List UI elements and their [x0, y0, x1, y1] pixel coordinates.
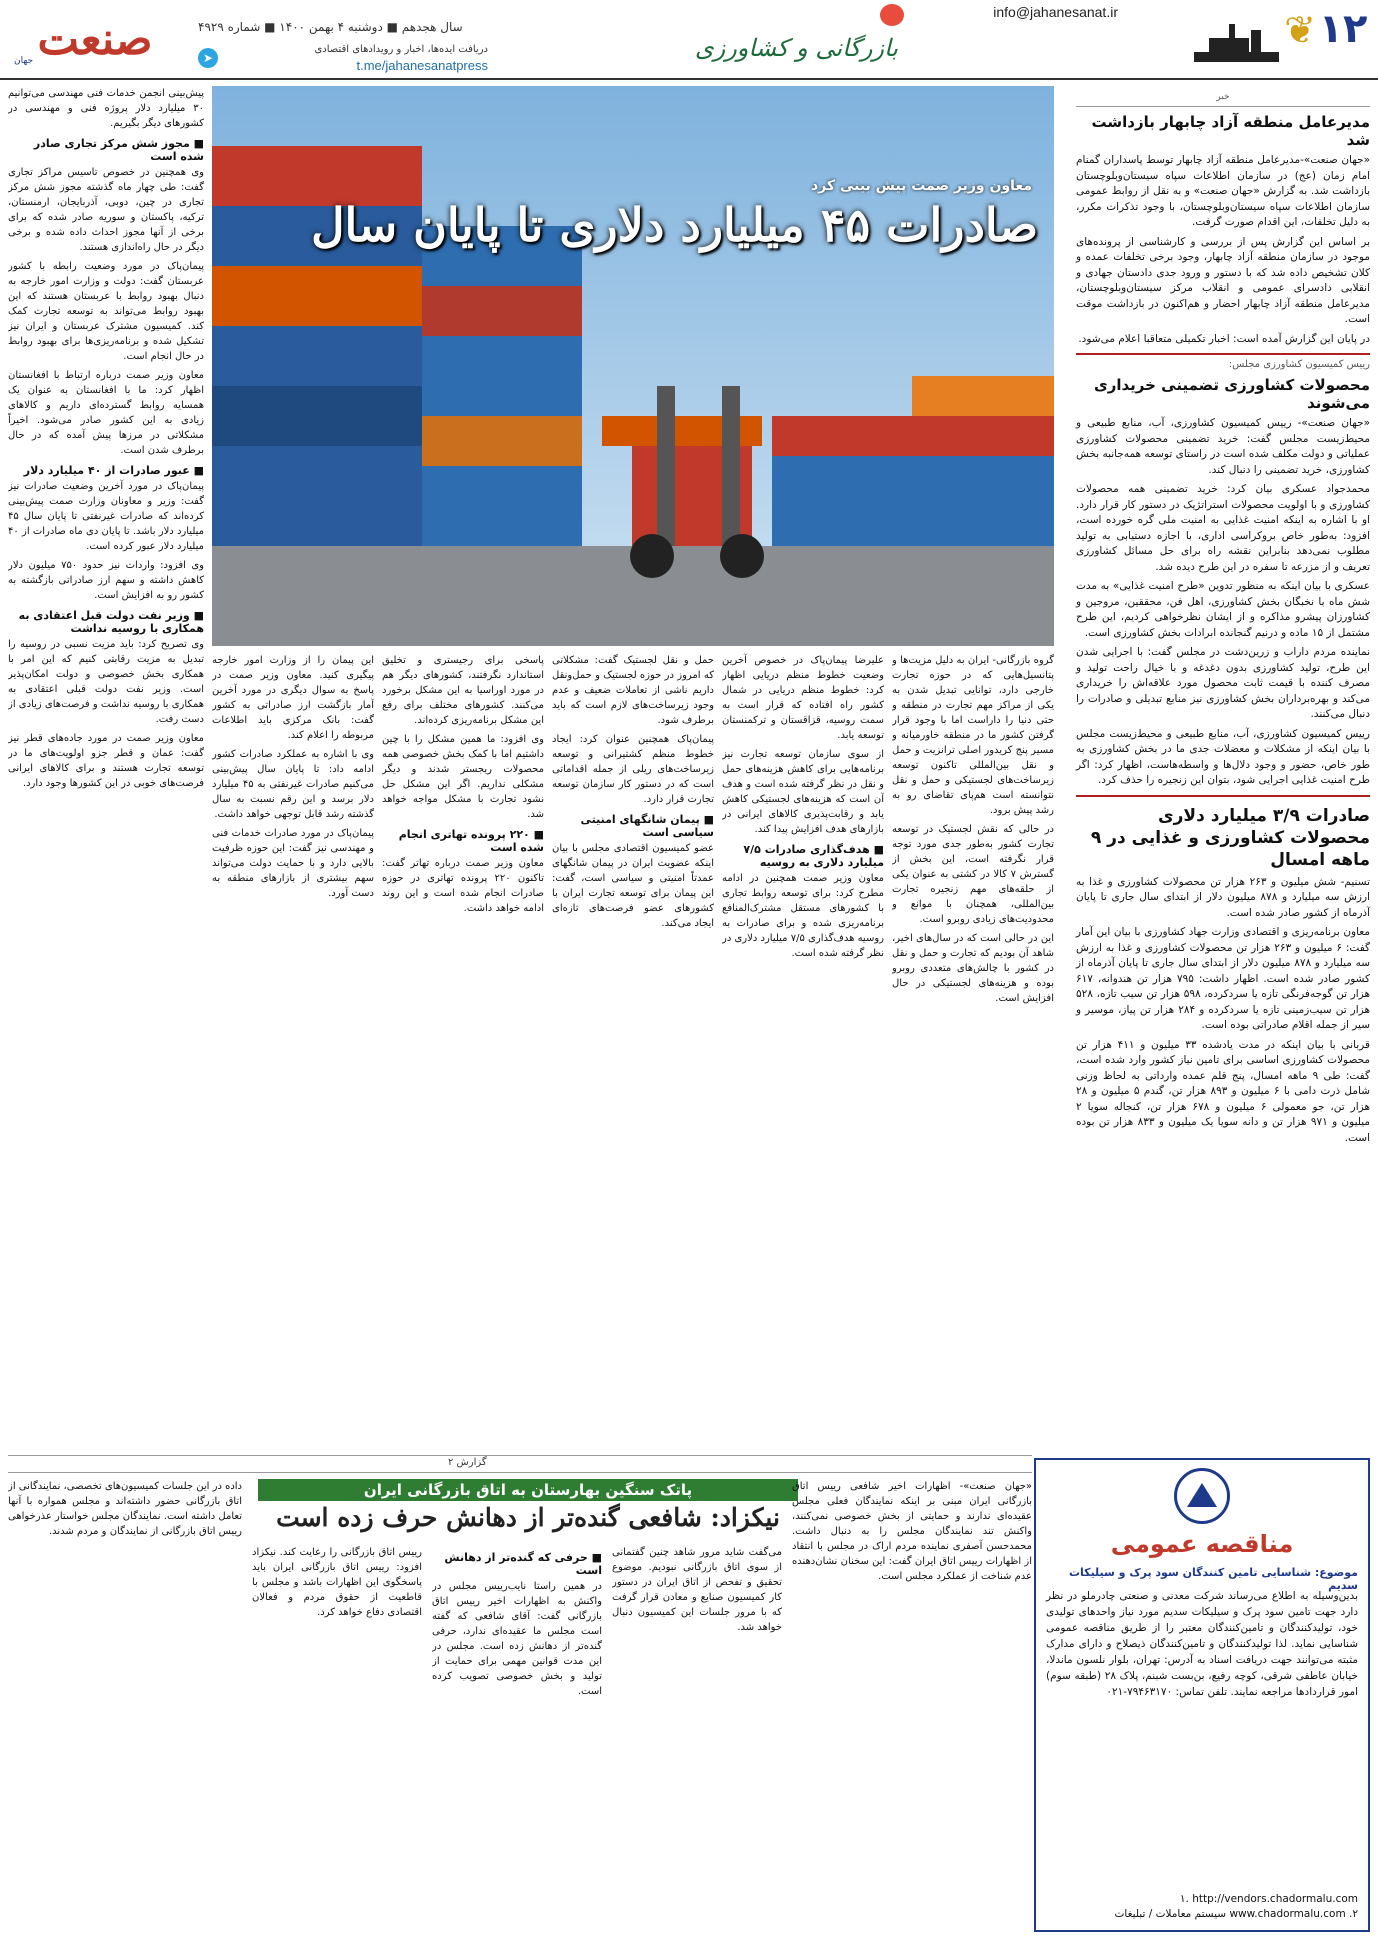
- article-paragraph: این پیمان را از وزارت امور خارجه پیگیری کنید. معاون وزیر صمت در پاسخ به سوال دیگری در مورد آخرین آمار بازگشت ارز صادراتی به کشور گفت: بانک مرکزی باید اطلاعات مربوطه را اعلام کند.: [212, 655, 374, 741]
- kicker-text: رییس کمیسیون کشاورزی مجلس:: [1228, 359, 1370, 370]
- page-number: ۱۲: [1318, 6, 1368, 52]
- article-title: مدیرعامل منطقه آزاد چابهار بازداشت شد: [1091, 113, 1370, 149]
- feature-photo: [212, 86, 1054, 646]
- article-paragraph: معاون وزیر صمت درباره ارتباط با افغانستان اظهار کرد: ما با افغانستان به عنوان یک همسایه روابط گسترده‌ای داریم و کالاهای زیادی به این کشور صادر می‌شود. اخیراً مشکلاتی در مرزها پیش آمده که در حال برطرف شدن است.: [8, 370, 204, 456]
- report-bar: [8, 1455, 1032, 1473]
- ad-link[interactable]: ۱. http://vendors.chadormalu.com: [1179, 1893, 1358, 1905]
- article-paragraph: وی افزود: ما همین مشکل را با چین داشتیم اما با کمک بخش خصوصی همه محصولات ریجستر شدند و دیگر مشکلی نداریم. اگر این مشکل حل نشود تجارت با مشکل مواجه خواهد شد.: [382, 734, 544, 820]
- article-paragraph: رییس کمیسیون کشاورزی، آب، منابع طبیعی و محیط‌زیست مجلس با بیان اینکه از مشکلات و معضلات جدی ما در بخش کشاورزی به طور خاص، حضور و وجود دلال‌ها و واسطه‌هاست، اظهار کرد: اگر طرح امنیت غذایی اجرایی شود، بتوان این زنجیره را حذف کرد.: [1076, 727, 1370, 786]
- column-subhead: ■ وزیر نفت دولت قبل اعتقادی به همکاری با روسیه نداشت: [18, 609, 204, 635]
- article-paragraph: گروه بازرگانی- ایران به دلیل مزیت‌ها و پتانسیل‌هایی که در حوزه تجارت خارجی دارد، توانایی تبدیل شدن به یکی از مراکز مهم تجارت در منطقه و حتی دنیا را داراست اما با وجود قرار گرفتن کشور ما در منطقه خاورمیانه و مسیر پنج کریدور اصلی ترانزیت و حمل و نقل بین‌المللی تاکنون توسعه زیرساخت‌های لجستیکی و حمل و نقل نتوانسته است هم‌پای تقاضای رو به رشد پیش برود.: [892, 655, 1054, 816]
- article-paragraph: محمدجواد عسکری بیان کرد: خرید تضمینی همه محصولات کشاورزی و با اولویت محصولات استراتژیک در دستور کار قرار دارد. او با اشاره به اینکه امنیت غذایی به امنیت ملی گره خورده است، افزود: به‌طور خاص بروکراسی اداری، با اجازه دستیابی به تولید مطلوب نمی‌دهد بنابراین نقشه راه برای حل مسائل کشاورزی تعریف و از مزرعه تا سفره در این طرح دیده شد.: [1076, 483, 1370, 573]
- article-paragraph: علیرضا پیمان‌پاک در خصوص آخرین وضعیت خطوط منظم دریایی اظهار کرد: خطوط منظم دریایی در شمال کشور راه افتاده که قرار است به سمت روسیه، قزاقستان و ترکمنستان توسعه یابد.: [722, 655, 884, 741]
- column-subhead: ■ حرفی که گنده‌تر از دهانش است: [444, 1551, 602, 1577]
- column-subhead: ■ هدف‌گذاری صادرات ۷/۵ میلیارد دلاری به روسیه: [743, 843, 884, 869]
- news-kicker: خبر: [1076, 88, 1370, 107]
- article-paragraph: حمل و نقل لجستیک گفت: مشکلاتی که امروز در حوزه لجستیک و حمل‌ونقل داریم ناشی از تعاملات ضعیف و عدم وجود زیرساخت‌های لازم است که باید برطرف شود.: [552, 655, 714, 726]
- article-column: [8, 1479, 242, 1931]
- article-paragraph: معاون وزیر صمت همچنین در ادامه مطرح کرد: برای توسعه روابط تجاری با کشورهای مستقل مشترک‌المنافع برنامه‌ریزی شده و برای صادرات به روسیه هدف‌گذاری ۷/۵ میلیارد دلاری در نظر گرفته شده است.: [722, 873, 884, 959]
- container-port-image: [212, 86, 1054, 646]
- article-paragraph: در حالی که نقش لجستیک در توسعه تجارت کشور به‌طور جدی مورد توجه قرار نگرفته است، این بخش از گسترش ۷ کالا در کشتی به عنوان یکی از حلقه‌های مهم زنجیره تجارت بین‌المللی، همچنان با موانع و محدودیت‌های زیادی روبرو است.: [892, 824, 1054, 925]
- column-subhead: ■ مجوز شش مرکز تجاری صادر شده است: [33, 137, 204, 163]
- column-subhead: ■ عبور صادرات از ۴۰ میلیارد دلار: [23, 464, 204, 477]
- article-paragraph: از سوی سازمان توسعه تجارت نیز برنامه‌هایی برای کاهش هزینه‌های حمل و نقل در نظر گرفته شده است و هدف آن است که هزینه‌های لجستیکی کاهش یابد و رقابت‌پذیری کالاهای ایرانی در بازارهای هدف افزایش پیدا کند.: [722, 749, 884, 835]
- article-paragraph: عضو کمیسیون اقتصادی مجلس با بیان اینکه عضویت ایران در پیمان شانگهای عمدتاً امنیتی و سیاسی است، گفت: این پیمان برای توسعه تجارت ایران با کشورهای عضو فرصت‌های تازه‌ای ایجاد می‌کند.: [552, 843, 714, 929]
- article-headline: نیکزاد: شافعی گنده‌تر از دهانش حرف زده است: [276, 1503, 780, 1532]
- article-paragraph: وی با اشاره به عملکرد صادرات کشور ادامه داد: تا پایان سال پیش‌بینی می‌کنیم صادرات غیرنفتی به ۴۵ میلیارد دلار برسد و این رقم نسبت به سال گذشته رشد قابل توجهی خواهد داشت.: [212, 749, 374, 820]
- article-title: محصولات کشاورزی تضمینی خریداری می‌شوند: [1093, 376, 1370, 412]
- feature-body: [212, 653, 1054, 1453]
- article-paragraph: معاون برنامه‌ریزی و اقتصادی وزارت جهاد کشاورزی با بیان این آمار گفت: ۶ میلیون و ۲۶۳ هزار تن محصولات کشاورزی و غذا به ارزش سه میلیارد و ۸۷۸ میلیون دلار از ابتدای سال جاری تا پایان آذرماه از کشور صادر شده است. اظهار داشت: ۷۹۵ هزار تن هندوانه، ۶۱۷ هزار تن گوجه‌فرنگی تازه یا سردکرده، ۵۹۸ هزار تن سیب تازه، ۵۲۸ هزار تن سیب‌زمینی تازه یا سردکرده و ۲۸۴ هزار تن پیاز، موسیر و سیر از جمله اقلام صادراتی بوده است.: [1076, 926, 1371, 1031]
- article-paragraph: «جهان صنعت»- اظهارات اخیر شافعی رییس اتاق بازرگانی ایران مبنی بر اینکه نمایندگان فعلی مجلس عقیده‌ای ندارند و حمایتی از بخش خصوصی نمی‌کنند، واکنش تند نمایندگان مجلس را به دنبال داشت. محمدحسن آصفری نماینده مردم اراک در مجلس با انتقاد از اظهارات رییس اتاق ایران گفت: این سخنان نشان‌دهنده عدم شناخت از عملکرد مجلس است.: [792, 1481, 1032, 1582]
- feature-column: [722, 653, 884, 1453]
- mail-icon: [880, 4, 904, 26]
- article-column: [432, 1545, 602, 1931]
- article-paragraph: نماینده مردم داراب و زرین‌دشت در مجلس گفت: با اجرایی شدن این طرح، تولید کشاورزی بدون دغدغه و با خیال راحت تولید و مصرف کننده با قیمت ثابت محصول مورد علاقه‌اش را خریداری می‌کند و بهره‌برداران بخش کشاورزی نیز منابع تبدیلی و صادرات را دنبال می‌کنند.: [1076, 646, 1370, 720]
- feature-column: [212, 653, 374, 1453]
- article-paragraph: در همین راستا نایب‌رییس مجلس در واکنش به اظهارات اخیر رییس اتاق بازرگانی گفت: آقای شافعی که گفته است مجلس ما عقیده‌ای ندارد، حرفی گنده‌تر از دهانش زده است. مجلس در این مدت قوانین مهمی برای حمایت از تولید و بخش خصوصی تصویب کرده است.: [432, 1581, 602, 1697]
- masthead: [0, 0, 1378, 80]
- telegram-icon: ➤: [198, 48, 218, 68]
- article-kicker: [1076, 353, 1370, 412]
- article-paragraph: می‌گفت شاید مرور شاهد چنین گفتمانی از سوی اتاق بازرگانی نبودیم. موضوع تحقیق و تفحص از اتاق ایران در دستور کار کمیسیون صنایع و معادن قرار گرفت که با مرور جلسات این کمیسیون دنبال خواهد شد.: [612, 1547, 782, 1633]
- article-paragraph: وی تصریح کرد: باید مزیت نسبی در روسیه را تبدیل به مزیت رقابتی کنیم که این امر با همکاری بخش خصوصی و دولت امکان‌پذیر است. وزیر نفت دولت قبلی اعتقادی به همکاری با روسیه نداشت و فرصت‌های زیادی از دست رفت.: [8, 639, 204, 725]
- feature-title: صادرات ۴۵ میلیارد دلاری تا پایان سال: [311, 198, 1038, 252]
- article-paragraph: قربانی با بیان اینکه در مدت یادشده ۳۳ میلیون و ۴۱۱ هزار تن محصولات کشاورزی اساسی برای تامین نیاز کشور وارد شده است، گفت: طی ۹ ماهه امسال، پنج قلم عمده وارداتی به لحاظ وزنی شامل ذرت دامی با ۶ میلیون و ۸۹۳ هزار تن، گندم ۵ میلیون و ۲۸ هزار تن، جو معمولی ۶ میلیون و ۶۷۸ هزار تن، کنجاله سویا ۲ میلیون و ۹۷۱ هزار تن و دانه سویا یک میلیون و ۸۳۳ هزار تن بوده است.: [1076, 1038, 1371, 1144]
- tender-advertisement: [1034, 1458, 1370, 1932]
- newspaper-logo: [10, 10, 180, 70]
- article-paragraph: «جهان صنعت»- رییس کمیسیون کشاورزی، آب، منابع طبیعی و محیط‌زیست مجلس گفت: خرید تضمینی محصولات کشاورزی عملیاتی و دولت مکلف شده است در راستای توسعه همه‌جانبه بخش کشاورزی، خرید تضمینی را دنبال کند.: [1076, 417, 1370, 476]
- report-label: گزارش ۲: [448, 1457, 487, 1468]
- ad-links: [1046, 1892, 1358, 1922]
- wheat-icon: ❦: [1284, 8, 1316, 52]
- article-paragraph: معاون وزیر صمت در مورد جاده‌های قطر نیز گفت: عمان و قطر جزو اولویت‌های ما در توسعه تجارت هستند و برای کالاهای ایرانی فرصت‌های خوبی در این کشورها وجود دارد.: [8, 733, 204, 789]
- telegram-box[interactable]: [198, 44, 488, 74]
- logo-text: صنعت: [37, 14, 153, 65]
- article-paragraph: پیمان‌پاک در مورد وضعیت رابطه با کشور عربستان گفت: دولت و وزارت امور خارجه به دنبال بهبود روابط با عربستان هستند که این بهبود روابط می‌تواند به توسعه تجارت کمک کند. کمیسیون مشترک عربستان و ایران نیز تشکیل شده و برنامه‌ریزی‌ها برای بهبود روابط در حال انجام است.: [8, 261, 204, 362]
- article-column: [252, 1545, 422, 1931]
- feature-column: [552, 653, 714, 1453]
- article-column: [612, 1545, 782, 1931]
- article-paragraph: وی افزود: واردات نیز حدود ۷۵۰ میلیون دلار کاهش داشته و سهم ارز صادراتی بازگشته به کشور رو به افزایش است.: [8, 560, 204, 601]
- article-strapline: پاتک سنگین بهارستان به اتاق بازرگانی ایران: [258, 1479, 798, 1501]
- article-paragraph: عسکری با بیان اینکه به منظور تدوین «طرح امنیت غذایی» به مدت شش ماه با نخبگان بخش کشاورزی، اهل فن، محققین، مروجین و کشاورزان پیشرو مذاکره و از ایشان نظرخواهی کردیم، این طرح مشتمل از ۱۵ ماده و درنیم‌ گنجانده ابرادات بخش کشاورزی است.: [1076, 580, 1370, 639]
- article-paragraph: تسنیم- شش میلیون و ۲۶۳ هزار تن محصولات کشاورزی و غذا به ارزش سه میلیارد و ۸۷۸ میلیون دلار از ابتدای سال جاری تا پایان آذرماه از کشور صادر شده است.: [1076, 875, 1370, 919]
- article-paragraph: پیمان‌پاک در مورد آخرین وضعیت صادرات نیز گفت: وزیر و معاونان وزارت صمت پیش‌بینی کرده‌اند که صادرات غیرنفتی تا پایان سال ۴۵ میلیارد دلار باشد. تا پایان دی ماه صادرات از ۴۰ میلیارد دلار عبور کرده است.: [8, 481, 204, 552]
- ad-link[interactable]: ۲. www.chadormalu.com سیستم معاملات / تبلیغات: [1114, 1908, 1358, 1920]
- article-paragraph: معاون وزیر صمت درباره تهاتر گفت: تاکنون ۲۲۰ پرونده تهاتری در حوزه صادرات انجام شده است و این روند ادامه خواهد داشت.: [382, 858, 544, 914]
- feature-column: [382, 653, 544, 1453]
- telegram-caption: دریافت ایده‌ها، اخبار و رویدادهای اقتصادی: [314, 44, 488, 55]
- logo-subtext: جهان: [14, 56, 34, 66]
- ad-body: بدین‌وسیله به اطلاع می‌رساند شرکت معدنی و صنعتی چادرملو در نظر دارد جهت تامین سود پرک و سیلیکات سدیم مورد نیاز واحدهای تولیدی خود، تولیدکنندگان و تامین‌کنندگان معتبر را از طریق مناقصه عمومی شناسایی نماید. لذا تولیدکنندگان و تامین‌کنندگان ذیصلاح و دارای مدارک مثبته می‌توانند جهت دریافت اسناد به آدرس: تهران، بلوار نلسون ماندلا، خیابان عاطفی شرقی، کوچه رفیع، بن‌بست شبنم، پلاک ۲۸ (طبقه سوم) امور قراردادها مراجعه نمایند. تلفن تماس: ۷۹۴۶۳۱۷۰-۰۲۱: [1046, 1590, 1359, 1698]
- left-column: [8, 86, 204, 1446]
- email-address[interactable]: info@jahanesanat.ir: [993, 4, 1118, 20]
- section-title: بازرگانی و کشاورزی: [694, 34, 898, 62]
- ad-subject: موضوع: شناسایی تامین کنندگان سود پرک و سیلیکات سدیم: [1068, 1566, 1358, 1592]
- article-paragraph: پاسخی برای رجیستری و تخلیق استاندارد نگرفتند، کشورهای دیگر هم در مورد اوراسیا به این مشکل برخورد می‌کنند. کشورهای مختلف برای رفع این مشکل برنامه‌ریزی کرده‌اند.: [382, 655, 544, 726]
- telegram-link[interactable]: t.me/jahanesanatpress: [356, 58, 488, 73]
- article-column: [792, 1479, 1032, 1931]
- feature-column: [892, 653, 1054, 1453]
- feature-subtitle: معاون وزیر صمت پیش بینی کرد: [811, 178, 1032, 194]
- article-paragraph: بر اساس این گزارش پس از بررسی و کارشناسی از پرونده‌های موجود در سازمان منطقه آزاد چابهار، وجود برخی تخلفات عمده و کلان تشخیص داده شد که با دستور و ورود جدی دادستان جهادی و انقلابی دادسرای عمومی و انقلاب مرکز سیستان‌وبلوچستان، مدیرعامل منطقه آزاد چابهار احضار و هم‌اکنون در بازداشت موقت است.: [1076, 235, 1370, 325]
- article-paragraph: وی همچنین در خصوص تاسیس مراکز تجاری گفت: طی چهار ماه گذشته مجوز شش مرکز تجاری در چین، دوبی، آذربایجان، ارمنستان، ترکیه، پاکستان و سوریه صادر شده که برای برخی از آنها مجوز احداث داده شده و برخی دیگر در حال راه‌اندازی هستند.: [8, 167, 204, 253]
- ship-icon: [1189, 18, 1284, 70]
- article-title: صادرات ۳/۹ میلیارد دلاری محصولات کشاورزی و غذایی در ۹ ماهه امسال: [1090, 805, 1370, 870]
- article-paragraph: «جهان صنعت»-مدیرعامل منطقه آزاد چابهار توسط پاسداران گمنام امام زمان (عج) در سازمان اطلاعات سپاه سیستان‌وبلوچستان بازداشت شد. به گزارش «جهان صنعت» و به نقل از روابط عمومی سازمان اطلاعات سپاه سیستان‌وبلوچستان، با وجود تذکرات مکرر، به دلیل تخلفات، این اقدام صورت گرفت.: [1076, 154, 1370, 228]
- article-paragraph: رییس اتاق بازرگانی را رعایت کند. نیکزاد افزود: رییس اتاق بازرگانی ایران باید پاسخگوی این اظهارات باشد و مجلس با قاطعیت از حقوق مردم و فعالان اقتصادی دفاع خواهد کرد.: [252, 1547, 422, 1618]
- article-paragraph: داده‌ در این جلسات کمیسیون‌های تخصصی، نمایندگانی از اتاق بازرگانی حضور داشته‌اند و مجلس همواره با آنها تعامل داشته است. نمایندگان مجلس خواستار عذرخواهی رییس اتاق بازرگانی از نمایندگان و مردم شدند.: [8, 1481, 242, 1537]
- column-subhead: ■ ۲۲۰ پرونده تهاتری انجام شده است: [398, 828, 544, 854]
- article-paragraph: پیمان‌پاک همچنین عنوان کرد: ایجاد خطوط منظم کشتیرانی و توسعه زیرساخت‌های ریلی از جمله اقداماتی است که در دستور کار سازمان توسعه تجارت قرار دارد.: [552, 734, 714, 805]
- article-paragraph: پیمان‌پاک در مورد صادرات خدمات فنی و مهندسی نیز گفت: این حوزه ظرفیت بالایی دارد و با حمایت دولت می‌تواند سهم بیشتری از بازارهای منطقه به دست آورد.: [212, 828, 374, 899]
- ad-title: مناقصه عمومی: [1110, 1530, 1294, 1558]
- article-paragraph: این در حالی است که در سال‌های اخیر، شاهد آن بودیم که تجارت و حمل و نقل در کشور با چالش‌های متعددی روبرو بوده و هزینه‌های لجستیکی در حال افزایش است.: [892, 933, 1054, 1004]
- article-paragraph: پیش‌بینی انجمن خدمات فنی مهندسی می‌توانیم ۳۰ میلیارد دلار پروژه فنی و مهندسی در کشورهای دیگر بگیریم.: [8, 88, 204, 129]
- article-paragraph: در پایان این گزارش آمده است: اخبار تکمیلی متعاقبا اعلام می‌شود.: [1078, 332, 1370, 345]
- article-separator: [1076, 795, 1370, 871]
- company-logo-icon: [1174, 1468, 1230, 1524]
- bottom-article: [8, 1455, 1032, 1933]
- right-column: [1076, 88, 1370, 1150]
- issue-date: سال هجدهم ■ دوشنبه ۴ بهمن ۱۴۰۰ ■ شماره ۴۹۲۹: [198, 20, 463, 34]
- column-subhead: ■ پیمان شانگهای امنیتی سیاسی است: [580, 813, 714, 839]
